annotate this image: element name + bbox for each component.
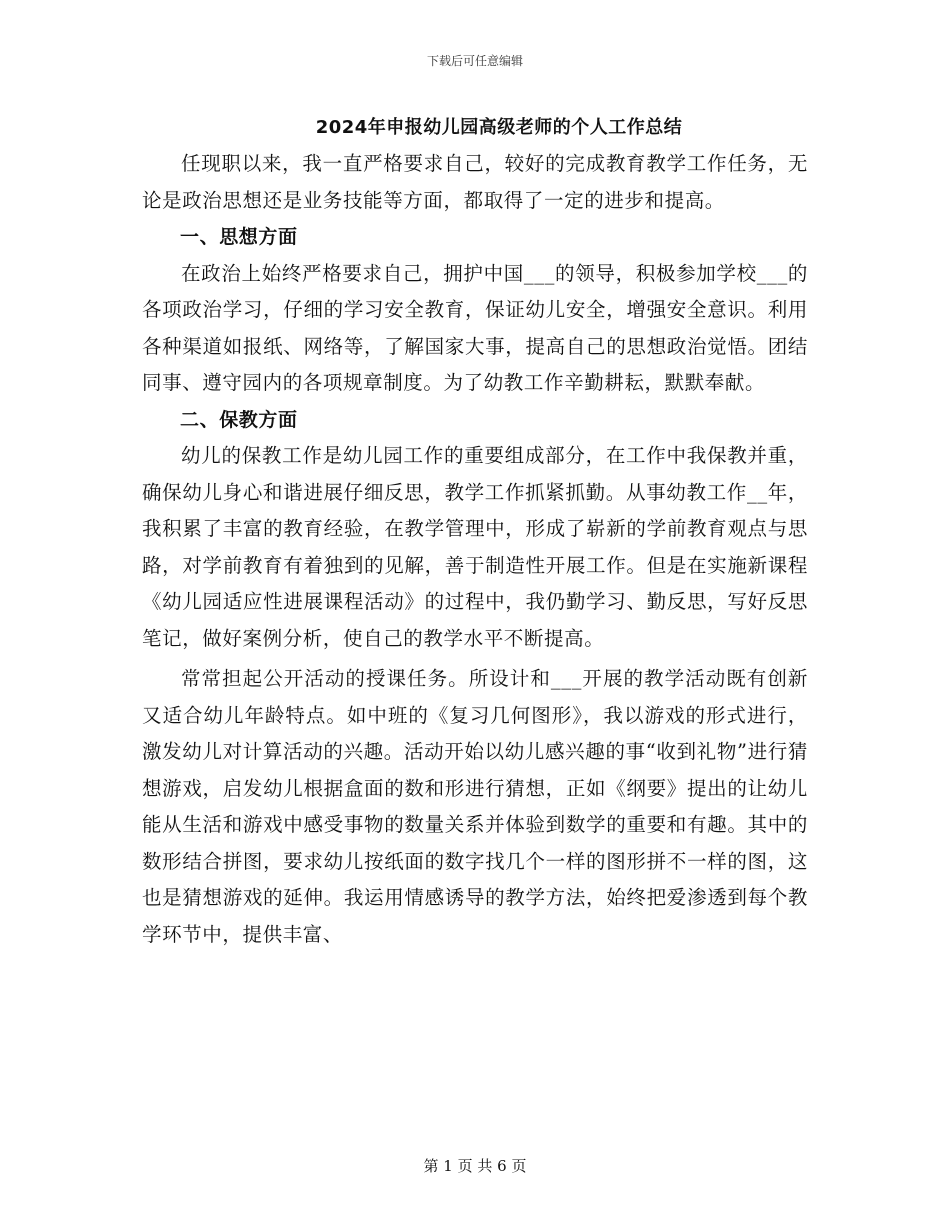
care-education-paragraph-1: 幼儿的保教工作是幼儿园工作的重要组成部分，在工作中我保教并重，确保幼儿身心和谐进展仔细反思，教学工作抓紧抓勤。从事幼教工作__年，我积累了丰富的教育经验，在教学管理中，形成了崭新的学前教育观点与思路，对学前教育有着独到的见解，善于制造性开展工作。但是在实施新课程《幼儿园适应性进展课程活动》的过程中，我仍勤学习、勤反思，写好反思笔记，做好案例分析，使自己的教学水平不断提高。 bbox=[142, 444, 808, 650]
care-education-paragraph-2: 常常担起公开活动的授课任务。所设计和___开展的教学活动既有创新又适合幼儿年龄特点。如中班的《复习几何图形》，我以游戏的形式进行，激发幼儿对计算活动的兴趣。活动开始以幼儿感兴趣的事“收到礼物”进行猜想游戏，启发幼儿根据盒面的数和形进行猜想，正如《纲要》提出的让幼儿能从生活和游戏中感受事物的数量关系并体验到数学的重要和有趣。其中的数形结合拼图，要求幼儿按纸面的数字找几个一样的图形拼不一样的图，这也是猜想游戏的延伸。我运用情感诱导的教学方法，始终把爱渗透到每个教学环节中，提供丰富、 bbox=[142, 667, 808, 946]
section-heading-ideology: 一、思想方面 bbox=[180, 226, 298, 248]
page-number-indicator: 第 1 页 共 6 页 bbox=[423, 1157, 527, 1175]
ideology-paragraph: 在政治上始终严格要求自己，拥护中国___的领导，积极参加学校___的各项政治学习，仔细的学习安全教育，保证幼儿安全，增强安全意识。利用各种渠道如报纸、网络等，了解国家大事，提高自己的思想政治觉悟。团结同事、遵守园内的各项规章制度。为了幼教工作辛勤耕耘，默默奉献。 bbox=[142, 261, 808, 394]
document-body bbox=[142, 112, 808, 953]
section-heading-care-education: 二、保教方面 bbox=[180, 408, 298, 431]
document-title: 2024年申报幼儿园高级老师的个人工作总结 bbox=[315, 117, 683, 138]
intro-paragraph: 任现职以来，我一直严格要求自己，较好的完成教育教学工作任务，无论是政治思想还是业务技能等方面，都取得了一定的进步和提高。 bbox=[142, 152, 808, 212]
page-header-note: 下载后可任意编辑 bbox=[426, 54, 523, 68]
